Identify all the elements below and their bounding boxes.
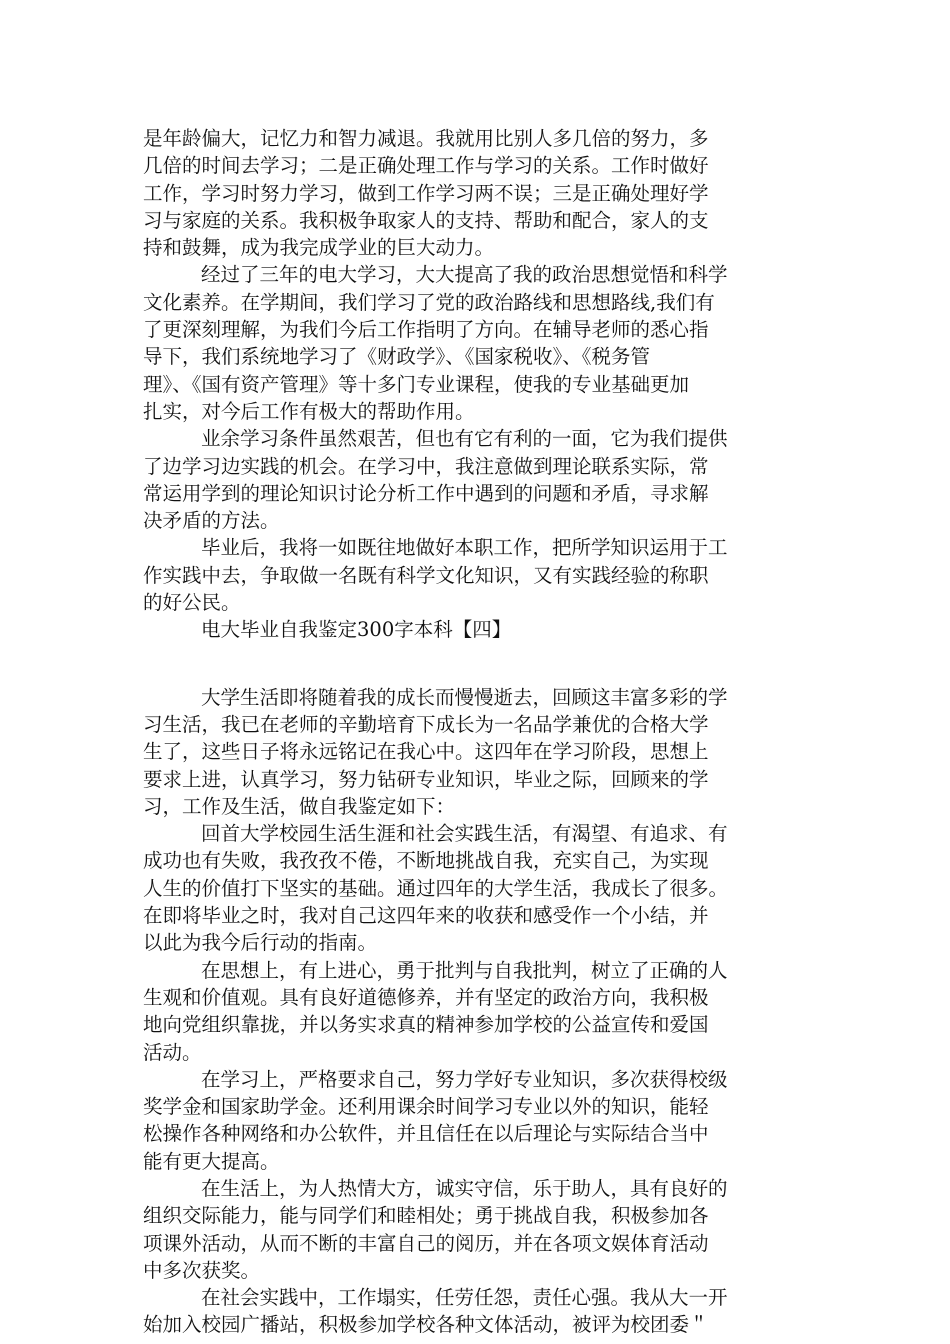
paragraph: [143, 534, 813, 616]
text-line: 是年龄偏大，记忆力和智力减退。我就用比别人多几倍的努力，多: [143, 127, 709, 150]
text-line: 在生活上，为人热情大方，诚实守信，乐于助人，具有良好的: [201, 1176, 728, 1200]
text-line: 了边学习边实践的机会。在学习中，我注意做到理论联系实际，常: [143, 454, 709, 478]
text-line: 在学习上，严格要求自己，努力学好专业知识，多次获得校级: [201, 1067, 728, 1091]
text-line: 决矛盾的方法。: [143, 509, 280, 533]
text-line: 始加入校园广播站，积极参加学校各种文体活动，被评为校团委＂: [143, 1313, 709, 1337]
text-line: 文化素养。在学期间，我们学习了党的政治路线和思想路线,我们有: [143, 290, 715, 314]
paragraph: [143, 261, 813, 425]
blank-line: [143, 644, 813, 684]
text-line: 成功也有失败，我孜孜不倦，不断地挑战自我，充实自己，为实现: [143, 849, 709, 873]
paragraph: [143, 820, 813, 956]
paragraph: [143, 957, 813, 1066]
paragraph: [143, 684, 813, 820]
text-line: 能有更大提高。: [143, 1149, 280, 1173]
text-line: 几倍的时间去学习；二是正确处理工作与学习的关系。工作时做好: [143, 154, 709, 178]
text-line: 活动。: [143, 1040, 202, 1064]
text-line: 在思想上，有上进心，勇于批判与自我批判，树立了正确的人: [201, 958, 728, 982]
text-line: 奖学金和国家助学金。还利用课余时间学习专业以外的知识，能轻: [143, 1095, 709, 1119]
text-line: 组织交际能力，能与同学们和睦相处；勇于挑战自我，积极参加各: [143, 1204, 709, 1228]
text-line: 持和鼓舞，成为我完成学业的巨大动力。: [143, 236, 495, 260]
text-line: 以此为我今后行动的指南。: [143, 931, 378, 955]
text-line: 大学生活即将随着我的成长而慢慢逝去，回顾这丰富多彩的学: [201, 685, 728, 709]
text-line: 中多次获奖。: [143, 1258, 261, 1282]
text-line: 业余学习条件虽然艰苦，但也有它有利的一面，它为我们提供: [201, 427, 728, 451]
text-line: 生了，这些日子将永远铭记在我心中。这四年在学习阶段，思想上: [143, 740, 709, 764]
document-page: [143, 125, 813, 1339]
paragraph: [143, 125, 813, 261]
text-line: 经过了三年的电大学习，大大提高了我的政治思想觉悟和科学: [201, 263, 728, 287]
paragraph: [143, 1066, 813, 1175]
text-line: 松操作各种网络和办公软件，并且信任在以后理论与实际结合当中: [143, 1122, 709, 1146]
text-line: 地向党组织靠拢，并以务实求真的精神参加学校的公益宣传和爱国: [143, 1013, 709, 1037]
text-line: 项课外活动，从而不断的丰富自己的阅历，并在各项文娱体育活动: [143, 1231, 709, 1255]
text-line: 工作，学习时努力学习，做到工作学习两不误；三是正确处理好学: [143, 181, 709, 205]
text-line: 习与家庭的关系。我积极争取家人的支持、帮助和配合，家人的支: [143, 208, 709, 232]
section-heading: 电大毕业自我鉴定300字本科【四】: [201, 618, 512, 642]
text-line: 要求上进，认真学习，努力钻研专业知识，毕业之际，回顾来的学: [143, 767, 709, 791]
text-line: 导下，我们系统地学习了《财政学》、《国家税收》、《税务管: [143, 345, 651, 369]
text-line: 在社会实践中，工作塌实，任劳任怨，责任心强。我从大一开: [201, 1286, 728, 1310]
text-line: 作实践中去，争取做一名既有科学文化知识，又有实践经验的称职: [143, 563, 709, 587]
paragraph: [143, 1175, 813, 1284]
text-line: 常运用学到的理论知识讨论分析工作中遇到的问题和矛盾，寻求解: [143, 481, 709, 505]
text-line: 人生的价值打下坚实的基础。通过四年的大学生活，我成长了很多。: [143, 876, 729, 900]
text-line: 习，工作及生活，做自我鉴定如下：: [143, 794, 456, 818]
text-line: 在即将毕业之时，我对自己这四年来的收获和感受作一个小结，并: [143, 904, 709, 928]
text-line: 习生活，我已在老师的辛勤培育下成长为一名品学兼优的合格大学: [143, 712, 709, 736]
text-line: 扎实，对今后工作有极大的帮助作用。: [143, 399, 475, 423]
paragraph: [143, 1284, 813, 1339]
text-line: 了更深刻理解，为我们今后工作指明了方向。在辅导老师的悉心指: [143, 318, 709, 342]
text-line: 毕业后，我将一如既往地做好本职工作，把所学知识运用于工: [201, 536, 728, 560]
text-line: 理》、《国有资产管理》等十多门专业课程，使我的专业基础更加: [143, 372, 690, 396]
text-line: 回首大学校园生活生涯和社会实践生活，有渴望、有追求、有: [201, 822, 728, 846]
text-line: 的好公民。: [143, 591, 241, 615]
paragraph: [143, 425, 813, 534]
text-line: 生观和价值观。具有良好道德修养，并有坚定的政治方向，我积极: [143, 985, 709, 1009]
